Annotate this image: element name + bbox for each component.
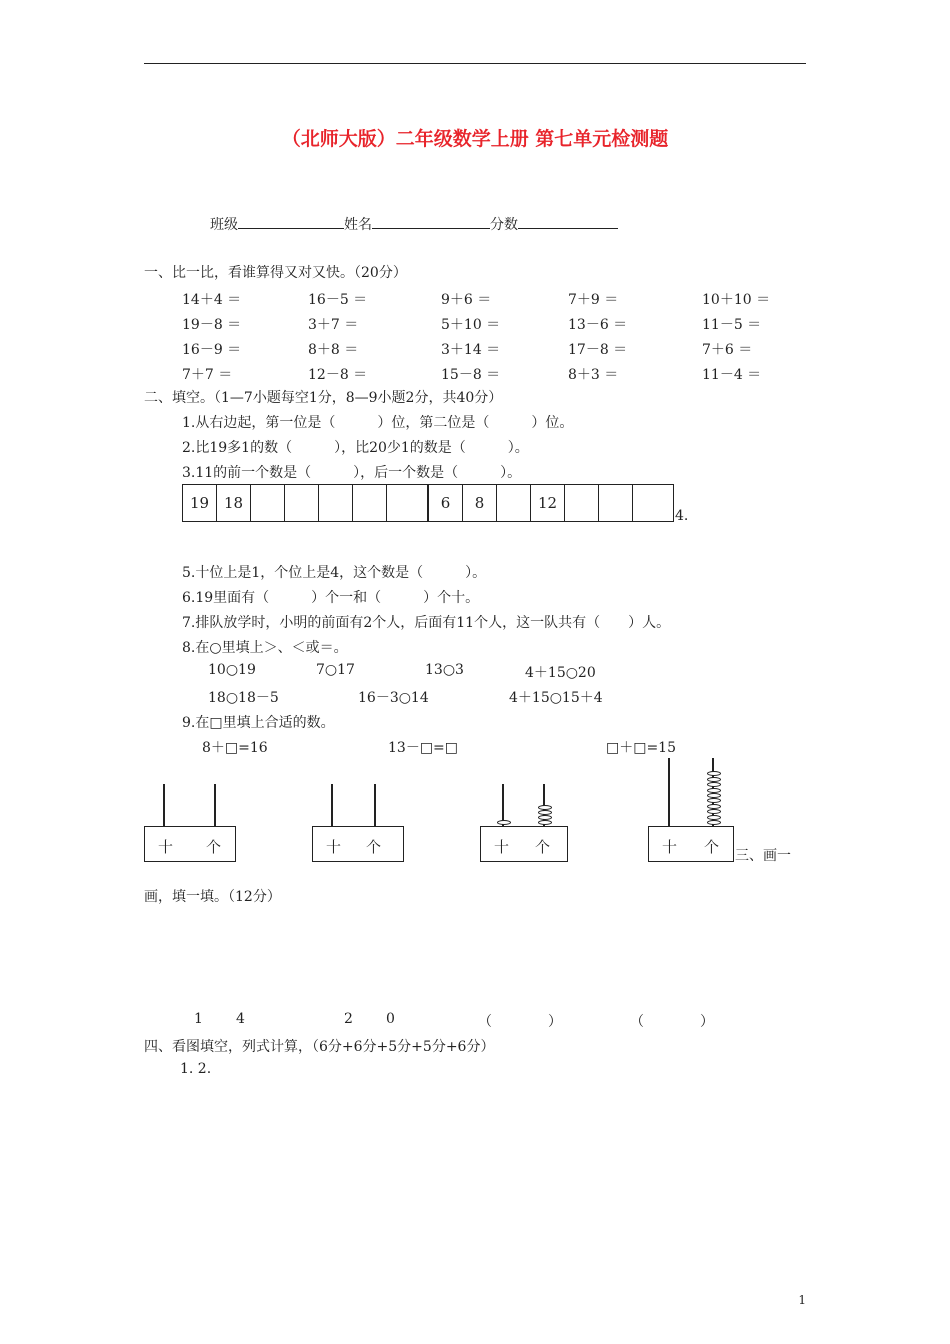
sequence-cell[interactable]	[565, 485, 599, 521]
answer-6: （ ）	[630, 1014, 714, 1030]
compare-3: 13○3	[425, 662, 464, 678]
arithmetic-item: 11－4 ＝	[702, 367, 762, 383]
abacus-bead	[707, 777, 721, 782]
section-4-items: 1. 2.	[180, 1061, 212, 1077]
arithmetic-item: 8＋3 ＝	[568, 367, 619, 383]
abacus-bead	[538, 810, 552, 815]
abacus-tens-label: 十	[326, 838, 342, 856]
abacus-bead	[707, 809, 721, 814]
arithmetic-item: 10＋10 ＝	[702, 292, 771, 308]
section-3-heading-a: 三、画一	[735, 848, 791, 864]
arithmetic-item: 14＋4 ＝	[182, 292, 242, 308]
abacus-2	[312, 784, 404, 864]
arithmetic-item: 8＋8 ＝	[308, 342, 359, 358]
arithmetic-item: 12－8 ＝	[308, 367, 368, 383]
fill-box-2: 13－□=□	[388, 740, 458, 756]
class-field[interactable]	[238, 214, 344, 229]
abacus-ones-label: 个	[535, 838, 551, 856]
abacus-bead	[707, 820, 721, 825]
arithmetic-item: 16－5 ＝	[308, 292, 368, 308]
abacus-bead	[707, 788, 721, 793]
student-info	[210, 214, 618, 234]
answer-1: 1	[194, 1011, 203, 1027]
compare-5: 18○18－5	[208, 690, 279, 706]
compare-4: 4＋15○20	[525, 665, 596, 681]
compare-6: 16－3○14	[358, 690, 429, 706]
arithmetic-item: 17－8 ＝	[568, 342, 628, 358]
page-number: 1	[798, 1293, 806, 1307]
sequence-cell[interactable]	[251, 485, 285, 521]
abacus-tens-label: 十	[494, 838, 510, 856]
abacus-bead	[707, 798, 721, 803]
abacus-tens-label: 十	[158, 838, 174, 856]
answer-5: （ ）	[478, 1014, 562, 1030]
abacus-3	[480, 784, 572, 864]
answer-3: 2	[344, 1011, 353, 1027]
arithmetic-item: 15－8 ＝	[441, 367, 501, 383]
class-label: 班级	[210, 217, 238, 233]
abacus-bead	[538, 815, 552, 820]
sequence-cell[interactable]: 19	[183, 485, 217, 521]
score-label: 分数	[490, 217, 518, 233]
question-3: 3.11的前一个数是（ ），后一个数是（ ）。	[182, 465, 522, 481]
sequence-cell[interactable]: 6	[429, 485, 463, 521]
number-sequence-2	[428, 484, 674, 522]
question-7: 7.排队放学时，小明的前面有2个人，后面有11个人，这一队共有（ ）人。	[182, 615, 671, 631]
question-9: 9.在□里填上合适的数。	[182, 715, 335, 731]
abacus-bead	[707, 804, 721, 809]
fill-box-1: 8＋□=16	[202, 740, 268, 756]
question-8: 8.在○里填上＞、＜或＝。	[182, 640, 348, 656]
abacus-bead	[707, 771, 721, 776]
sequence-cell[interactable]: 18	[217, 485, 251, 521]
sequence-cell[interactable]	[599, 485, 633, 521]
section-3-heading-b: 画，填一填。（12分）	[144, 889, 281, 905]
abacus-ones-label: 个	[206, 838, 222, 856]
abacus-tens-label: 十	[662, 838, 678, 856]
arithmetic-item: 16－9 ＝	[182, 342, 242, 358]
compare-7: 4＋15○15＋4	[509, 690, 603, 706]
question-6: 6.19里面有（ ）个一和（ ）个十。	[182, 590, 480, 606]
arithmetic-item: 11－5 ＝	[702, 317, 762, 333]
arithmetic-item: 13－6 ＝	[568, 317, 628, 333]
abacus-bead	[538, 820, 552, 825]
abacus-1	[144, 784, 236, 864]
abacus-bead	[707, 815, 721, 820]
sequence-cell[interactable]: 8	[463, 485, 497, 521]
abacus-bead	[707, 793, 721, 798]
answer-2: 4	[236, 1011, 245, 1027]
arithmetic-item: 3＋7 ＝	[308, 317, 359, 333]
question-1: 1.从右边起，第一位是（ ）位，第二位是（ ）位。	[182, 415, 574, 431]
compare-2: 7○17	[316, 662, 355, 678]
sequence-cell[interactable]: 12	[531, 485, 565, 521]
abacus-bead	[538, 805, 552, 810]
arithmetic-item: 9＋6 ＝	[441, 292, 492, 308]
page-title: （北师大版）二年级数学上册 第七单元检测题	[281, 128, 669, 150]
header-rule	[144, 63, 806, 64]
name-label: 姓名	[344, 217, 372, 233]
score-field[interactable]	[518, 214, 618, 229]
question-2: 2.比19多1的数（ ），比20少1的数是（ ）。	[182, 440, 529, 456]
number-sequence-1	[182, 484, 428, 522]
question-5: 5.十位上是1，个位上是4，这个数是（ ）。	[182, 565, 487, 581]
abacus-4	[648, 758, 740, 864]
sequence-cell[interactable]	[319, 485, 353, 521]
abacus-bead	[497, 820, 511, 825]
answer-4: 0	[386, 1011, 395, 1027]
sequence-cell[interactable]	[285, 485, 319, 521]
question-4: 4.	[675, 508, 689, 524]
abacus-ones-label: 个	[366, 838, 382, 856]
sequence-cell[interactable]	[387, 485, 421, 521]
sequence-cell[interactable]	[497, 485, 531, 521]
abacus-bead	[707, 782, 721, 787]
arithmetic-item: 5＋10 ＝	[441, 317, 501, 333]
sequence-cell[interactable]	[353, 485, 387, 521]
sequence-cell[interactable]	[633, 485, 667, 521]
name-field[interactable]	[372, 214, 490, 229]
arithmetic-item: 19－8 ＝	[182, 317, 242, 333]
section-1-heading: 一、比一比，看谁算得又对又快。（20分）	[144, 265, 407, 281]
section-2-heading: 二、填空。（1—7小题每空1分，8—9小题2分，共40分）	[144, 390, 503, 406]
arithmetic-item: 3＋14 ＝	[441, 342, 501, 358]
arithmetic-item: 7＋6 ＝	[702, 342, 753, 358]
section-4-heading: 四、看图填空，列式计算，（6分+6分+5分+5分+6分）	[144, 1039, 495, 1055]
arithmetic-item: 7＋9 ＝	[568, 292, 619, 308]
arithmetic-item: 7＋7 ＝	[182, 367, 233, 383]
compare-1: 10○19	[208, 662, 256, 678]
fill-box-3: □＋□=15	[606, 740, 676, 756]
abacus-ones-label: 个	[704, 838, 720, 856]
